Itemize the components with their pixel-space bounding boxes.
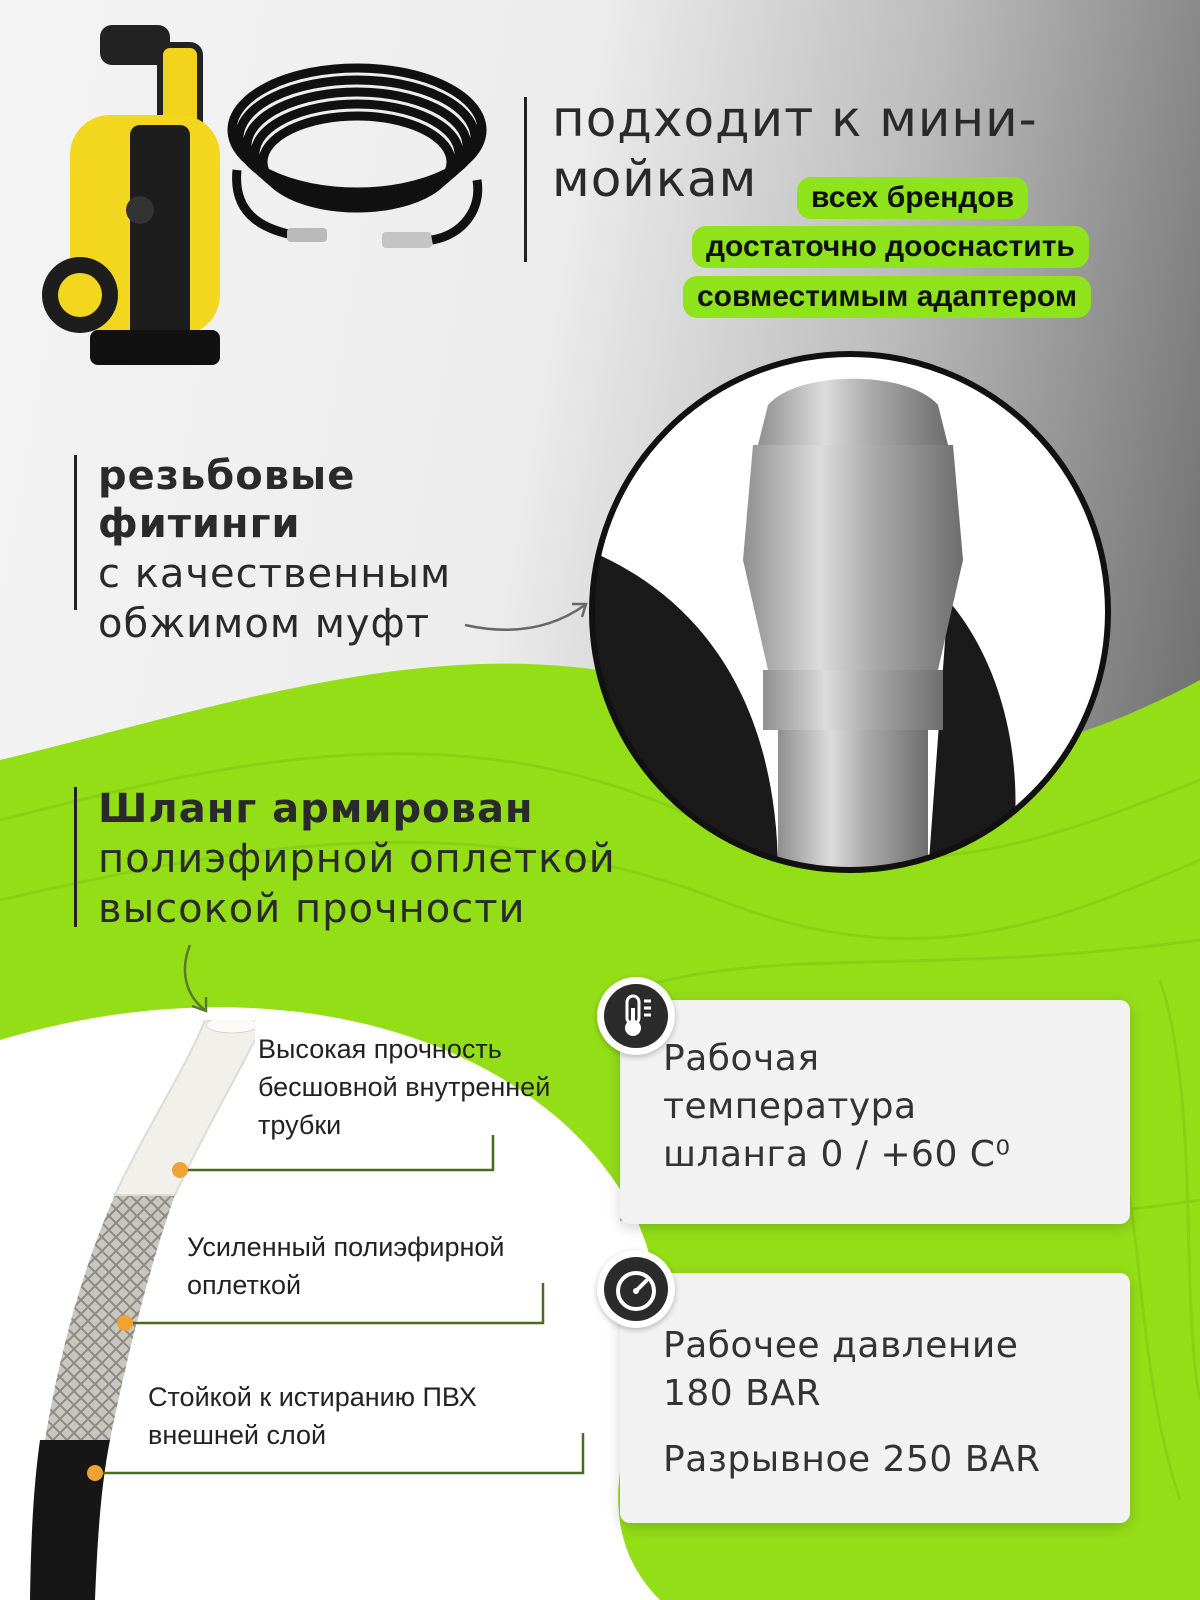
- coiled-hose-image: [212, 50, 502, 280]
- fittings-line4: обжимом муфт: [98, 601, 431, 647]
- temp-line2: температура: [663, 1086, 917, 1127]
- hose-divider: [74, 787, 77, 927]
- hose-line2: полиэфирной оплеткой: [98, 836, 616, 882]
- temp-line3: шланга 0 / +60 С⁰: [663, 1134, 1011, 1175]
- thermometer-badge: [597, 977, 675, 1055]
- pressure-washer-image: [30, 15, 230, 370]
- layer-outer-line2: внешней слой: [148, 1420, 327, 1450]
- layer-inner-line2: бесшовной внутренней: [258, 1072, 551, 1102]
- header-badge-line2: достаточно дооснастить: [692, 226, 1089, 268]
- fittings-bold1: резьбовые: [98, 453, 356, 499]
- header-badge-line1: всех брендов: [797, 177, 1028, 219]
- header-badge-line3: совместимым адаптером: [683, 276, 1091, 318]
- fittings-divider: [74, 455, 77, 610]
- layer-braid-line1: Усиленный полиэфирной: [187, 1232, 505, 1262]
- layer-inner-line3: трубки: [258, 1110, 342, 1140]
- arrow-icon: [460, 590, 600, 640]
- layer-braid-text: [187, 1228, 505, 1304]
- temp-line1: Рабочая: [663, 1038, 820, 1079]
- fitting-closeup-image: [588, 350, 1113, 875]
- header-divider: [524, 97, 527, 262]
- temperature-card-text: [663, 1035, 1010, 1179]
- pressure-line2: 180 BAR: [663, 1373, 821, 1414]
- hose-line3: высокой прочности: [98, 886, 526, 932]
- layer-outer-text: [148, 1378, 477, 1454]
- layer-inner-line1: Высокая прочность: [258, 1034, 502, 1064]
- layer-outer-line1: Стойкой к истиранию ПВХ: [148, 1382, 477, 1412]
- pressure-card-text: [663, 1322, 1041, 1484]
- thermometer-icon: [604, 984, 668, 1048]
- gauge-badge: [597, 1250, 675, 1328]
- fittings-line3: с качественным: [98, 551, 452, 597]
- header-title-line1: подходит к мини-: [552, 90, 1038, 148]
- fittings-bold2: фитинги: [98, 501, 301, 547]
- layer-braid-line2: оплеткой: [187, 1270, 302, 1300]
- header-title-line2: мойкам: [552, 150, 758, 208]
- gauge-icon: [604, 1257, 668, 1321]
- pressure-line1: Рабочее давление: [663, 1325, 1019, 1366]
- layer-inner-tube-text: [258, 1030, 550, 1144]
- hose-bold: Шланг армирован: [98, 786, 534, 832]
- down-arrow-icon: [170, 940, 230, 1020]
- pressure-line3: Разрывное 250 BAR: [663, 1439, 1041, 1480]
